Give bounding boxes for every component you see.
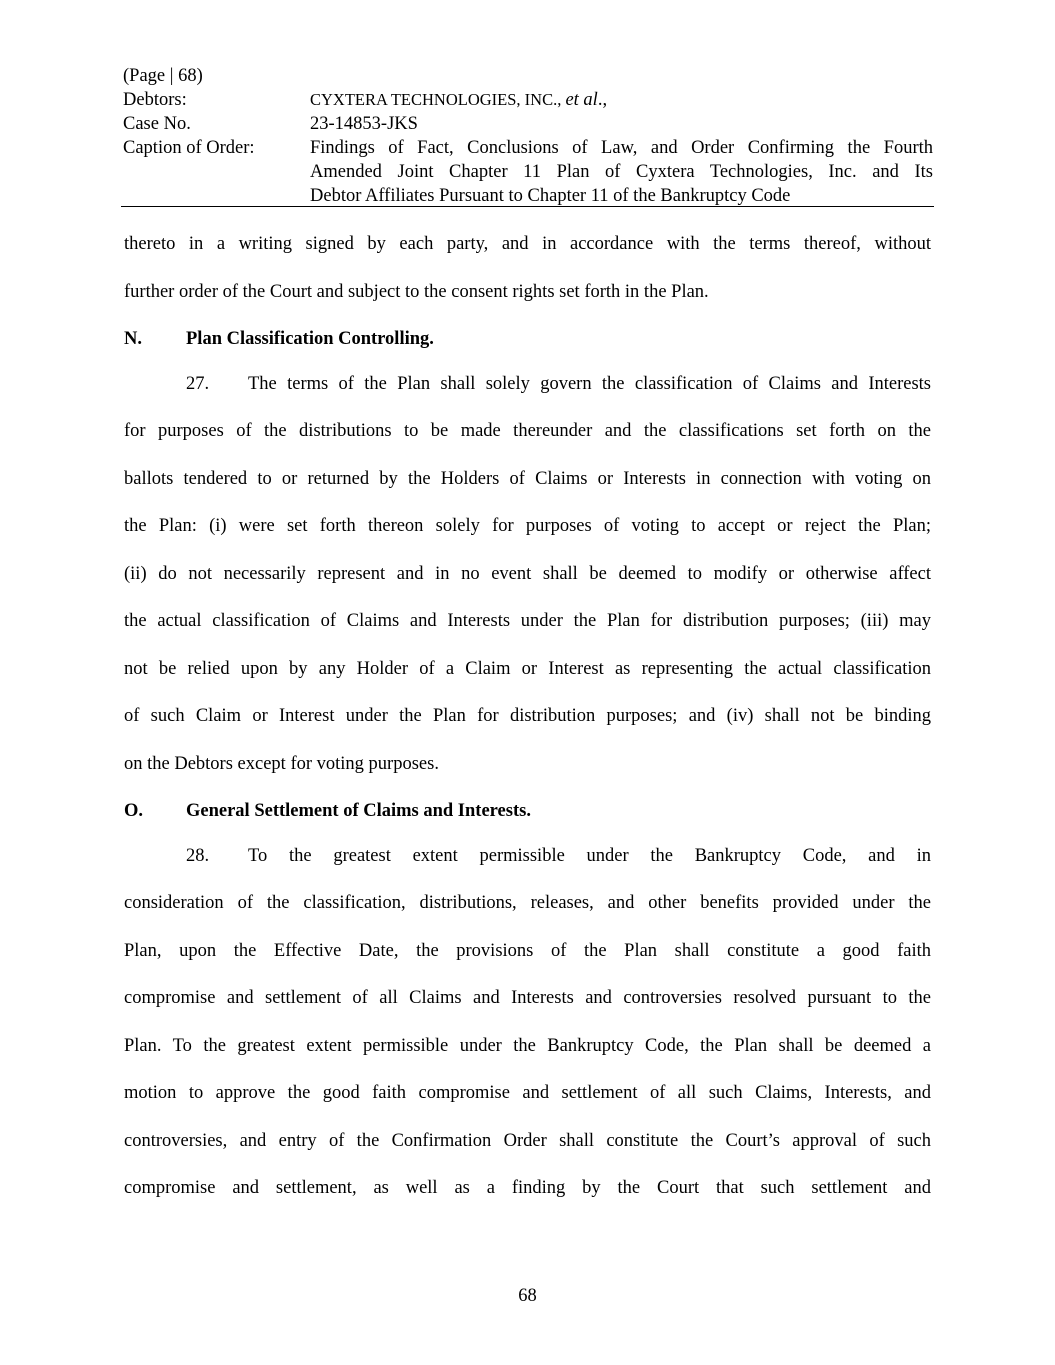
paragraph-line: the Plan: (i) were set forth thereon solely for purposes of voting to accept or reject the Plan; xyxy=(124,516,931,536)
caption-line: Debtor Affiliates Pursuant to Chapter 11 of the Bankruptcy Code xyxy=(310,186,791,206)
caption-line: Amended Joint Chapter 11 Plan of Cyxtera Technologies, Inc. and Its xyxy=(310,162,933,182)
paragraph-line: Plan, upon the Effective Date, the provisions of the Plan shall constitute a good faith xyxy=(124,940,931,961)
page-reference-row xyxy=(123,64,933,88)
section-heading-o xyxy=(124,795,931,840)
paragraph-line: ballots tendered to or returned by the Holders of Claims or Interests in connection with voting on xyxy=(124,468,931,489)
continuation-line: further order of the Court and subject to the consent rights set forth in the Plan. xyxy=(124,281,709,302)
section-heading-n xyxy=(124,323,931,368)
document-body xyxy=(124,228,931,1220)
paragraph-line: compromise and settlement of all Claims and Interests and controversies resolved pursuant to the xyxy=(124,988,931,1008)
section-letter: O. xyxy=(124,801,144,821)
paragraph-line: for purposes of the distributions to be made thereunder and the classifications set forth on the xyxy=(124,421,931,441)
debtors-name: CYXTERA TECHNOLOGIES, INC., xyxy=(310,90,566,109)
paragraph-number: 28. xyxy=(186,845,210,866)
case-number-label: Case No. xyxy=(123,114,191,134)
header-divider xyxy=(121,206,934,207)
paragraph-27-first-line xyxy=(124,368,931,416)
section-letter: N. xyxy=(124,329,142,349)
paragraph-line: the actual classification of Claims and Interests under the Plan for distribution purposes; (iii) may xyxy=(124,611,931,631)
paragraph-line: To the greatest extent permissible under the Bankruptcy Code, and in xyxy=(248,845,931,866)
case-number-value: 23-14853-JKS xyxy=(310,114,418,134)
paragraph-number: 27. xyxy=(186,373,210,394)
paragraph-28-first-line xyxy=(124,840,931,888)
debtors-row xyxy=(123,88,933,112)
paragraph-line: on the Debtors except for voting purposes. xyxy=(124,753,439,774)
section-title: Plan Classification Controlling. xyxy=(186,329,434,349)
paragraph-line: (ii) do not necessarily represent and in no event shall be deemed to modify or otherwise affect xyxy=(124,563,931,584)
page-reference: (Page | 68) xyxy=(123,66,203,86)
paragraph-line: The terms of the Plan shall solely govern the classification of Claims and Interests xyxy=(248,373,931,394)
paragraph-line: controversies, and entry of the Confirmation Order shall constitute the Court’s approval of such xyxy=(124,1130,931,1151)
paragraph-line: compromise and settlement, as well as a finding by the Court that such settlement and xyxy=(124,1178,931,1198)
paragraph-line: of such Claim or Interest under the Plan for distribution purposes; and (iv) shall not be binding xyxy=(124,706,931,726)
debtors-et-al: et al xyxy=(565,90,598,110)
paragraph-line: motion to approve the good faith compromise and settlement of all such Claims, Interests, and xyxy=(124,1083,931,1103)
paragraph-line: Plan. To the greatest extent permissible under the Bankruptcy Code, the Plan shall be deemed a xyxy=(124,1035,931,1056)
paragraph-line: consideration of the classification, distributions, releases, and other benefits provided under the xyxy=(124,893,931,913)
caption-row xyxy=(123,136,933,208)
case-header xyxy=(123,64,933,208)
continuation-line: thereto in a writing signed by each party, and in accordance with the terms thereof, without xyxy=(124,234,931,254)
page-number: 68 xyxy=(518,1286,537,1306)
paragraph-line: not be relied upon by any Holder of a Claim or Interest as representing the actual classification xyxy=(124,658,931,679)
caption-line: Findings of Fact, Conclusions of Law, and Order Confirming the Fourth xyxy=(310,138,933,158)
debtors-suffix: ., xyxy=(597,90,608,110)
section-title: General Settlement of Claims and Interests. xyxy=(186,801,531,821)
caption-value xyxy=(310,136,933,208)
caption-label: Caption of Order: xyxy=(123,138,255,158)
debtors-label: Debtors: xyxy=(123,90,187,110)
debtors-value xyxy=(310,88,933,112)
case-number-row xyxy=(123,112,933,136)
